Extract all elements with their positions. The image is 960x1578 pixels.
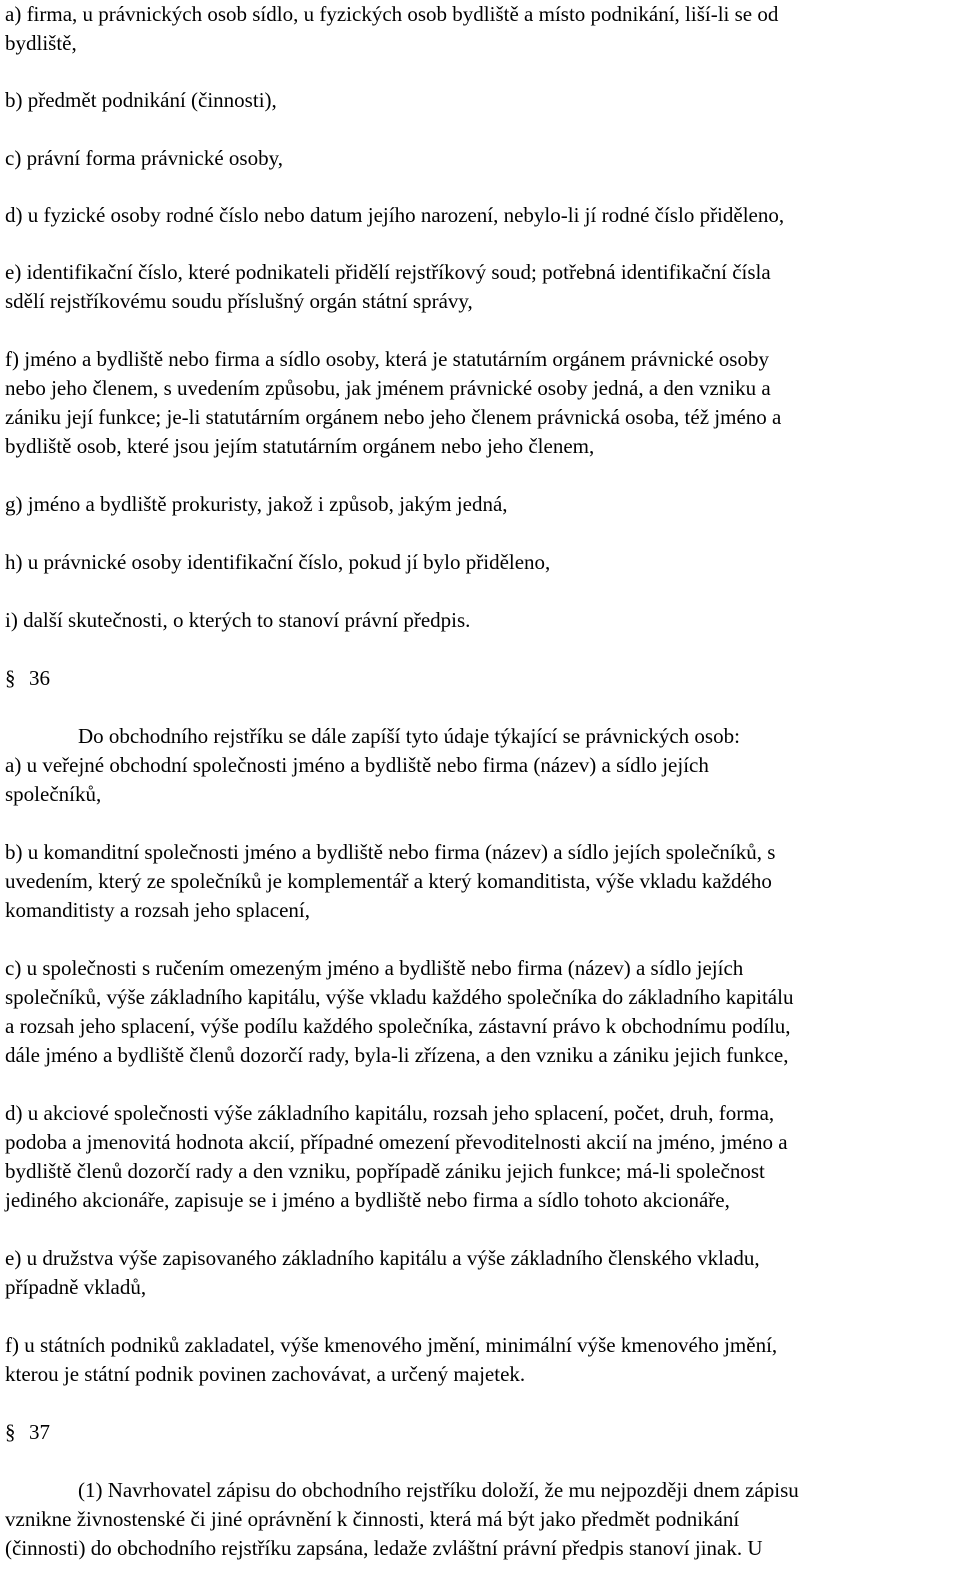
list-item-h: h) u právnické osoby identifikační číslo, pokud jí bylo přiděleno, [5,550,551,574]
s36-item-d-line-1: d) u akciové společnosti výše základního kapitálu, rozsah jeho splacení, počet, druh, forma, [5,1101,775,1125]
list-item-b: b) předmět podnikání (činnosti), [5,88,277,112]
s36-item-c-line-2: společníků, výše základního kapitálu, výše vkladu každého společníka do základního kapitálu [5,985,794,1009]
s36-item-c-line-3: a rozsah jeho splacení, výše podílu každého společníka, zástavní právo k obchodnímu podílu, [5,1014,791,1038]
s36-item-b-line-3: komanditisty a rozsah jeho splacení, [5,898,311,922]
section-number: 37 [29,1420,50,1444]
s37-paragraph-line-3: (činnosti) do obchodního rejstříku zapsána, ledaže zvláštní právní předpis stanoví jinak. U [5,1536,763,1560]
section-36-heading [5,664,50,693]
list-item-c: c) právní forma právnické osoby, [5,146,283,170]
list-item-d: d) u fyzické osoby rodné číslo nebo datum jejího narození, nebylo-li jí rodné číslo přiděleno, [5,203,785,227]
s36-item-a-line-2: společníků, [5,782,102,806]
section-symbol: § [5,666,16,690]
s36-item-a-line-1: a) u veřejné obchodní společnosti jméno a bydliště nebo firma (název) a sídlo jejích [5,753,709,777]
list-item-a-line-1: a) firma, u právnických osob sídlo, u fyzických osob bydliště a místo podnikání, liší-li se od [5,2,779,26]
list-item-a-line-2: bydliště, [5,31,77,55]
s36-item-b-line-1: b) u komanditní společnosti jméno a bydliště nebo firma (název) a sídlo jejích společníků, s [5,840,776,864]
section-symbol: § [5,1420,16,1444]
list-item-e-line-1: e) identifikační číslo, které podnikateli přidělí rejstříkový soud; potřebná identifikační čísla [5,260,771,284]
section-37-heading [5,1418,50,1447]
list-item-f-line-1: f) jméno a bydliště nebo firma a sídlo osoby, která je statutárním orgánem právnické osoby [5,347,769,371]
list-item-i: i) další skutečnosti, o kterých to stanoví právní předpis. [5,608,471,632]
s36-item-e-line-2: případně vkladů, [5,1275,147,1299]
list-item-f-line-4: bydliště osob, které jsou jejím statutárním orgánem nebo jeho členem, [5,434,595,458]
s36-item-c-line-4: dále jméno a bydliště členů dozorčí rady, byla-li zřízena, a den vzniku a zániku jejich funkce, [5,1043,789,1067]
s36-item-d-line-3: bydliště členů dozorčí rady a den vzniku, popřípadě zániku jejich funkce; má-li společnost [5,1159,765,1183]
s36-item-f-line-2: kterou je státní podnik povinen zachovávat, a určený majetek. [5,1362,526,1386]
s37-paragraph-line-2: vznikne živnostenské či jiné oprávnění k činnosti, která má být jako předmět podnikání [5,1507,740,1531]
s36-item-d-line-4: jediného akcionáře, zapisuje se i jméno a bydliště nebo firma a sídlo tohoto akcionáře, [5,1188,730,1212]
s36-item-b-line-2: uvedením, který ze společníků je komplementář a který komanditista, výše vkladu každého [5,869,772,893]
section-36-intro: Do obchodního rejstříku se dále zapíší tyto údaje týkající se právnických osob: [78,724,740,748]
list-item-e-line-2: sdělí rejstříkovému soudu příslušný orgán státní správy, [5,289,473,313]
section-number: 36 [29,666,50,690]
list-item-f-line-2: nebo jeho členem, s uvedením způsobu, jak jménem právnické osoby jedná, a den vzniku a [5,376,771,400]
list-item-f-line-3: zániku její funkce; je-li statutárním orgánem nebo jeho členem právnická osoba, též jméno a [5,405,782,429]
s36-item-d-line-2: podoba a jmenovitá hodnota akcií, případné omezení převoditelnosti akcií na jméno, jméno a [5,1130,788,1154]
s36-item-f-line-1: f) u státních podniků zakladatel, výše kmenového jmění, minimální výše kmenového jmění, [5,1333,778,1357]
s36-item-c-line-1: c) u společnosti s ručením omezeným jméno a bydliště nebo firma (název) a sídlo jejích [5,956,744,980]
list-item-g: g) jméno a bydliště prokuristy, jakož i způsob, jakým jedná, [5,492,508,516]
s36-item-e-line-1: e) u družstva výše zapisovaného základního kapitálu a výše základního členského vkladu, [5,1246,760,1270]
s37-paragraph-line-1: (1) Navrhovatel zápisu do obchodního rejstříku doloží, že mu nejpozději dnem zápisu [78,1478,799,1502]
